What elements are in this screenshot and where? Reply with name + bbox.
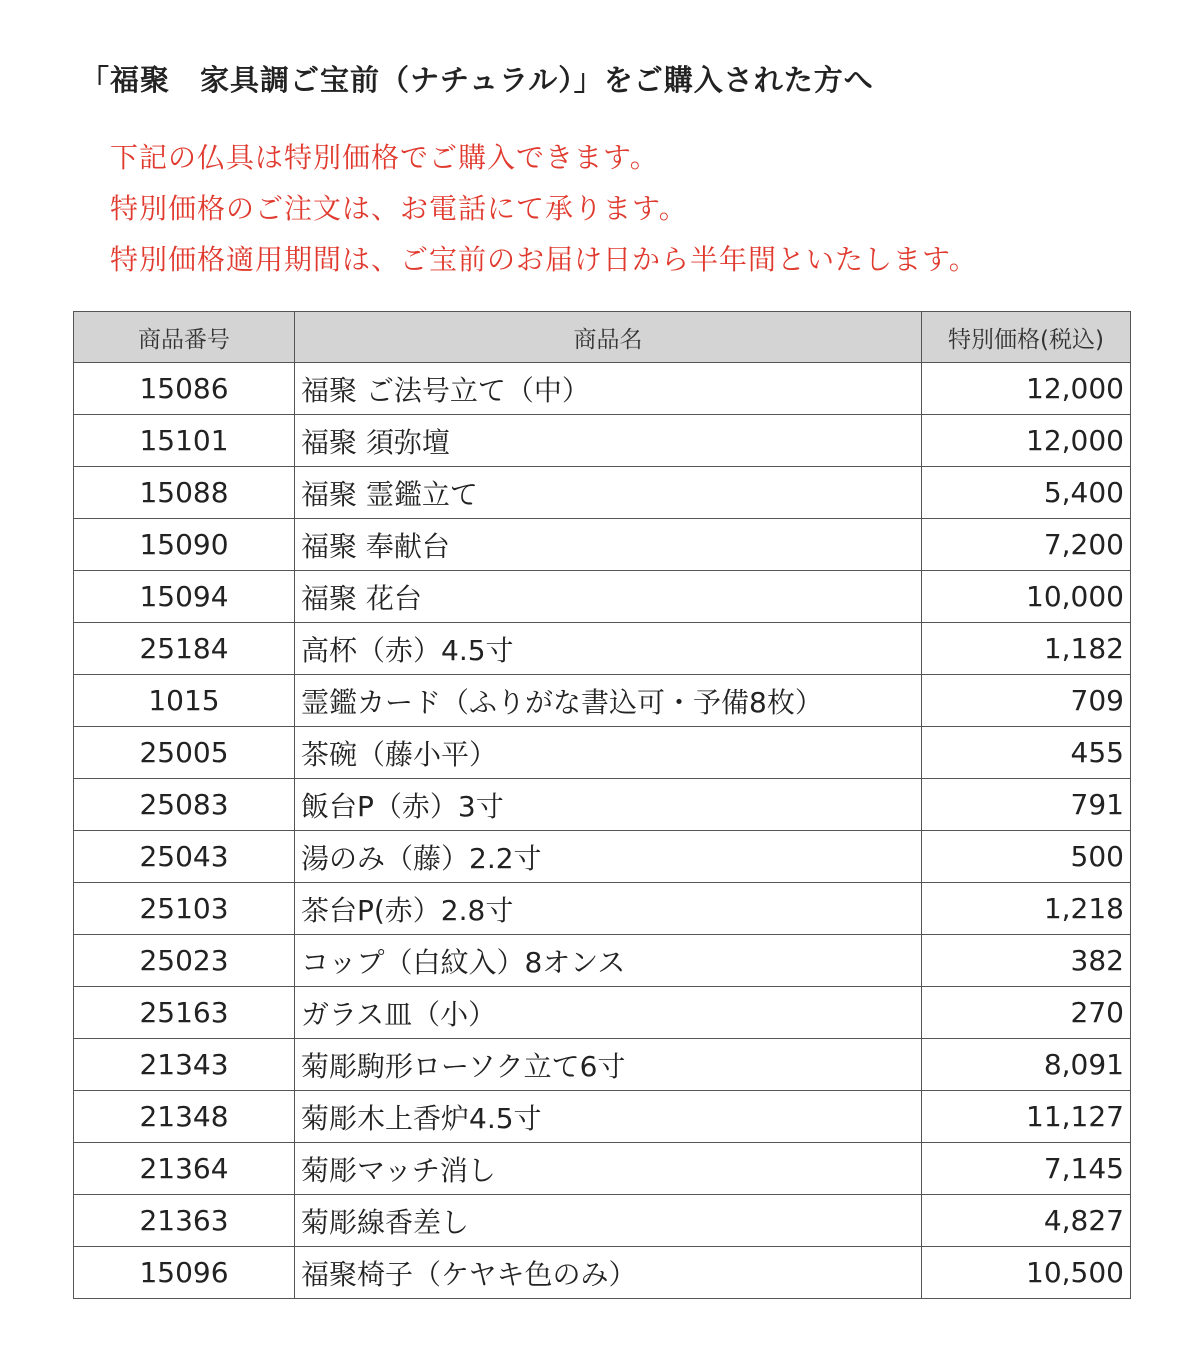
product-name-cell: 菊彫木上香炉4.5寸 bbox=[295, 1091, 922, 1143]
product-code-cell: 21348 bbox=[74, 1091, 295, 1143]
product-name-cell: 福聚 花台 bbox=[295, 571, 922, 623]
table-row bbox=[74, 415, 1131, 467]
product-code-cell: 21343 bbox=[74, 1039, 295, 1091]
table-row bbox=[74, 467, 1131, 519]
table-row bbox=[74, 1039, 1131, 1091]
table-row bbox=[74, 571, 1131, 623]
notice-line: 特別価格適用期間は、ご宝前のお届け日から半年間といたします。 bbox=[110, 243, 978, 276]
product-code-cell: 15094 bbox=[74, 571, 295, 623]
product-name-cell: ガラス皿（小） bbox=[295, 987, 922, 1039]
special-price-cell: 10,500 bbox=[922, 1247, 1131, 1299]
table-row bbox=[74, 1143, 1131, 1195]
notice-line: 特別価格のご注文は、お電話にて承ります。 bbox=[110, 192, 688, 225]
product-code-cell: 25163 bbox=[74, 987, 295, 1039]
product-name-cell: 福聚 霊鑑立て bbox=[295, 467, 922, 519]
table-row bbox=[74, 779, 1131, 831]
special-price-cell: 12,000 bbox=[922, 363, 1131, 415]
product-name-cell: 福聚 奉献台 bbox=[295, 519, 922, 571]
special-price-cell: 270 bbox=[922, 987, 1131, 1039]
table-row bbox=[74, 363, 1131, 415]
header-product-name: 商品名 bbox=[295, 312, 922, 363]
notice-line: 下記の仏具は特別価格でご購入できます。 bbox=[110, 141, 659, 174]
table-header-row bbox=[74, 312, 1131, 363]
special-price-cell: 382 bbox=[922, 935, 1131, 987]
special-price-cell: 11,127 bbox=[922, 1091, 1131, 1143]
product-code-cell: 25083 bbox=[74, 779, 295, 831]
product-name-cell: コップ（白紋入）8オンス bbox=[295, 935, 922, 987]
table-row bbox=[74, 623, 1131, 675]
table-row bbox=[74, 935, 1131, 987]
special-price-cell: 455 bbox=[922, 727, 1131, 779]
product-name-cell: 菊彫線香差し bbox=[295, 1195, 922, 1247]
special-price-cell: 7,145 bbox=[922, 1143, 1131, 1195]
table-row bbox=[74, 987, 1131, 1039]
special-price-cell: 709 bbox=[922, 675, 1131, 727]
product-code-cell: 15088 bbox=[74, 467, 295, 519]
product-name-cell: 福聚椅子（ケヤキ色のみ） bbox=[295, 1247, 922, 1299]
special-price-cell: 10,000 bbox=[922, 571, 1131, 623]
product-name-cell: 高杯（赤）4.5寸 bbox=[295, 623, 922, 675]
price-table bbox=[73, 311, 1131, 1299]
special-price-cell: 7,200 bbox=[922, 519, 1131, 571]
special-price-cell: 1,182 bbox=[922, 623, 1131, 675]
product-name-cell: 福聚 ご法号立て（中） bbox=[295, 363, 922, 415]
table-row bbox=[74, 1195, 1131, 1247]
product-code-cell: 21364 bbox=[74, 1143, 295, 1195]
product-code-cell: 1015 bbox=[74, 675, 295, 727]
table-row bbox=[74, 1247, 1131, 1299]
notice-block bbox=[110, 132, 978, 285]
table-row bbox=[74, 519, 1131, 571]
product-code-cell: 25103 bbox=[74, 883, 295, 935]
special-price-cell: 12,000 bbox=[922, 415, 1131, 467]
product-code-cell: 15090 bbox=[74, 519, 295, 571]
product-code-cell: 25023 bbox=[74, 935, 295, 987]
product-name-cell: 菊彫マッチ消し bbox=[295, 1143, 922, 1195]
special-price-cell: 4,827 bbox=[922, 1195, 1131, 1247]
product-code-cell: 25043 bbox=[74, 831, 295, 883]
special-price-cell: 8,091 bbox=[922, 1039, 1131, 1091]
product-code-cell: 15096 bbox=[74, 1247, 295, 1299]
special-price-cell: 1,218 bbox=[922, 883, 1131, 935]
table-row bbox=[74, 727, 1131, 779]
page-title: 「福聚 家具調ご宝前（ナチュラル）」をご購入された方へ bbox=[80, 63, 874, 97]
table-row bbox=[74, 675, 1131, 727]
table-row bbox=[74, 883, 1131, 935]
product-name-cell: 飯台P（赤）3寸 bbox=[295, 779, 922, 831]
special-price-cell: 5,400 bbox=[922, 467, 1131, 519]
product-name-cell: 湯のみ（藤）2.2寸 bbox=[295, 831, 922, 883]
product-code-cell: 15101 bbox=[74, 415, 295, 467]
product-name-cell: 菊彫駒形ローソク立て6寸 bbox=[295, 1039, 922, 1091]
special-price-cell: 500 bbox=[922, 831, 1131, 883]
table-row bbox=[74, 831, 1131, 883]
product-name-cell: 茶台P(赤）2.8寸 bbox=[295, 883, 922, 935]
product-code-cell: 15086 bbox=[74, 363, 295, 415]
product-code-cell: 21363 bbox=[74, 1195, 295, 1247]
table-row bbox=[74, 1091, 1131, 1143]
product-name-cell: 福聚 須弥壇 bbox=[295, 415, 922, 467]
product-code-cell: 25184 bbox=[74, 623, 295, 675]
header-product-code: 商品番号 bbox=[74, 312, 295, 363]
product-name-cell: 霊鑑カード（ふりがな書込可・予備8枚） bbox=[295, 675, 922, 727]
product-code-cell: 25005 bbox=[74, 727, 295, 779]
header-special-price: 特別価格(税込) bbox=[922, 312, 1131, 363]
product-name-cell: 茶碗（藤小平） bbox=[295, 727, 922, 779]
special-price-cell: 791 bbox=[922, 779, 1131, 831]
